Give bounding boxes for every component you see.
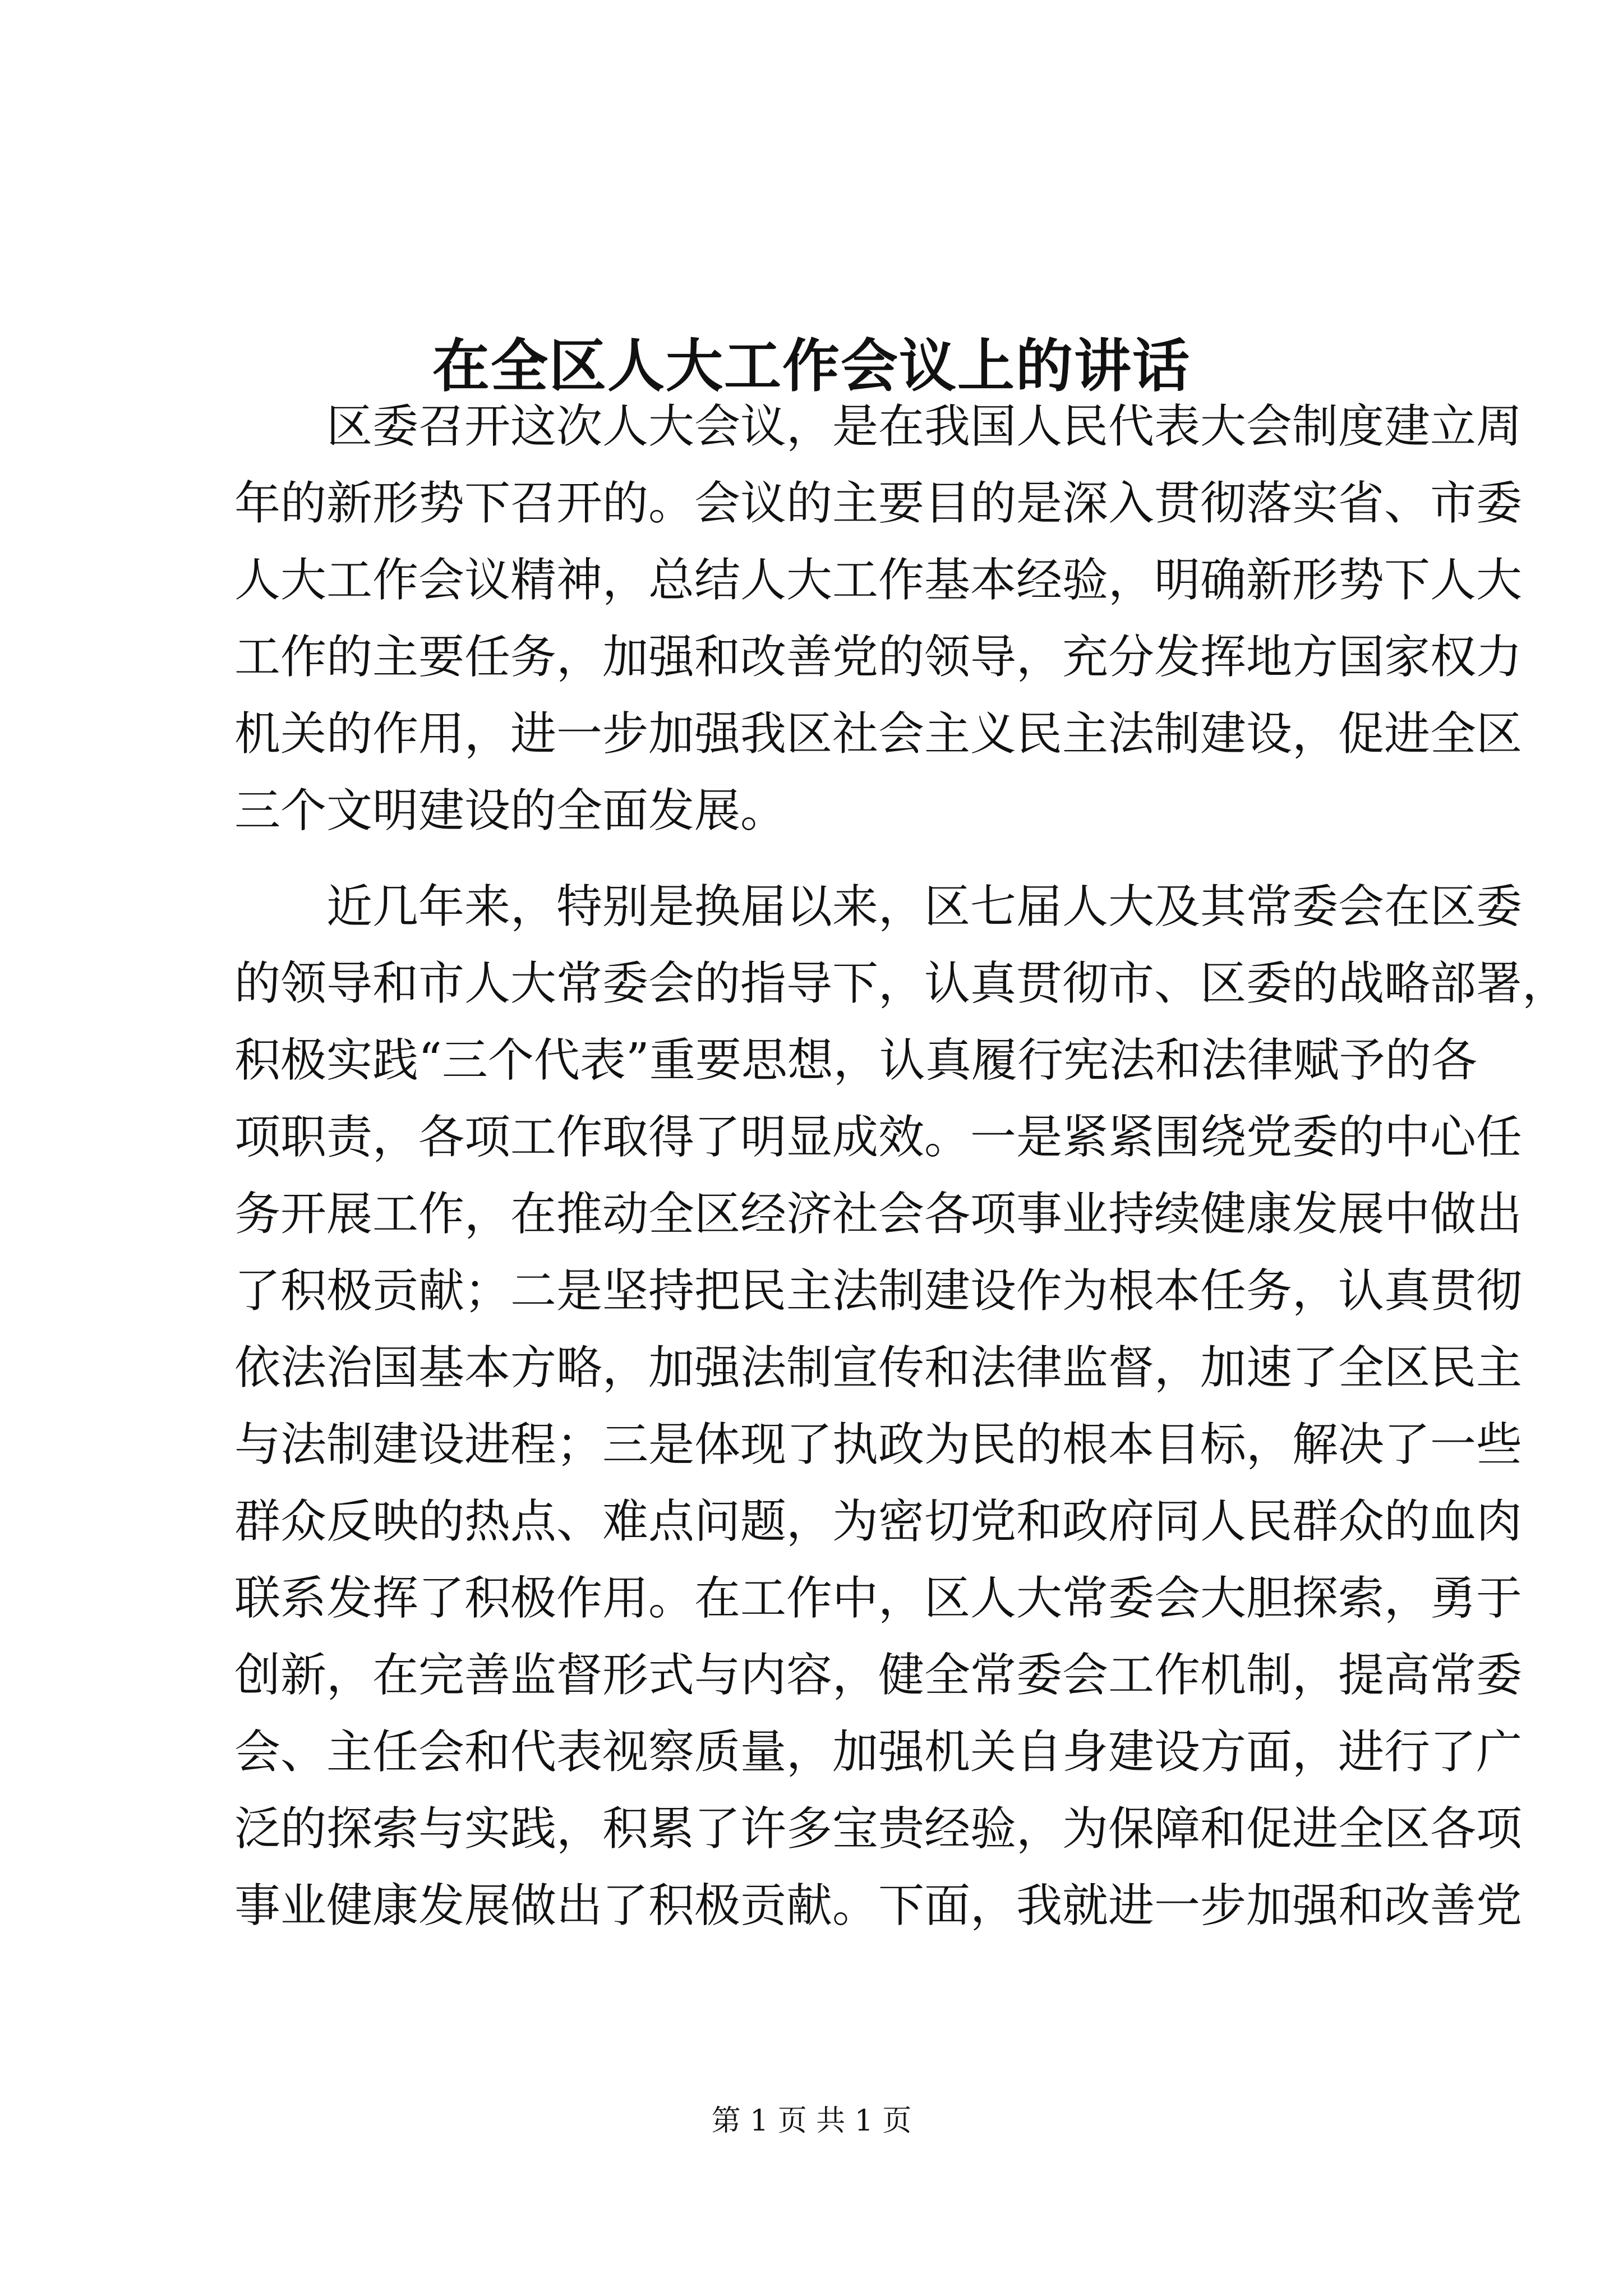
paragraph-line: 与法制建设进程；三是体现了执政为民的根本目标，解决了一些 bbox=[234, 1418, 1523, 1471]
paragraph-line: 事业健康发展做出了积极贡献。下面，我就进一步加强和改善党 bbox=[234, 1879, 1523, 1932]
paragraph-line: 项职责，各项工作取得了明显成效。一是紧紧围绕党委的中心任 bbox=[234, 1111, 1523, 1164]
paragraph-line: 近几年来，特别是换届以来，区七届人大及其常委会在区委 bbox=[326, 880, 1523, 933]
paragraph-line: 务开展工作，在推动全区经济社会各项事业持续健康发展中做出 bbox=[234, 1188, 1523, 1241]
paragraph-line: 创新，在完善监督形式与内容，健全常委会工作机制，提高常委 bbox=[234, 1649, 1523, 1702]
paragraph-line: 区委召开这次人大会议，是在我国人民代表大会制度建立周 bbox=[326, 400, 1523, 453]
paragraph-line: 群众反映的热点、难点问题，为密切党和政府同人民群众的血肉 bbox=[234, 1495, 1523, 1548]
paragraph-2 bbox=[234, 868, 1569, 1944]
paragraph-line: 联系发挥了积极作用。在工作中，区人大常委会大胆探索，勇于 bbox=[234, 1572, 1523, 1625]
paragraph-line: 泛的探索与实践，积累了许多宝贵经验，为保障和促进全区各项 bbox=[234, 1802, 1523, 1856]
page-footer: 第 1 页 共 1 页 bbox=[711, 2104, 912, 2138]
paragraph-line: 年的新形势下召开的。会议的主要目的是深入贯彻落实省、市委 bbox=[234, 477, 1523, 530]
paragraph-line: 会、主任会和代表视察质量，加强机关自身建设方面，进行了广 bbox=[234, 1726, 1523, 1779]
paragraph-line: 机关的作用，进一步加强我区社会主义民主法制建设，促进全区 bbox=[234, 707, 1523, 761]
paragraph-1 bbox=[234, 388, 1523, 849]
paragraph-line: 积极实践“三个代表”重要思想，认真履行宪法和法律赋予的各 bbox=[234, 1034, 1477, 1087]
paragraph-line: 三个文明建设的全面发展。 bbox=[234, 784, 787, 838]
paragraph-line: 依法治国基本方略，加强法制宣传和法律监督，加速了全区民主 bbox=[234, 1341, 1523, 1395]
document-title: 在全区人大工作会议上的讲话 bbox=[432, 333, 1191, 401]
paragraph-line: 的领导和市人大常委会的指导下，认真贯彻市、区委的战略部署， bbox=[234, 957, 1569, 1010]
paragraph-line: 人大工作会议精神，总结人大工作基本经验，明确新形势下人大 bbox=[234, 554, 1523, 607]
paragraph-line: 工作的主要任务，加强和改善党的领导，充分发挥地方国家权力 bbox=[234, 631, 1523, 684]
paragraph-line: 了积极贡献；二是坚持把民主法制建设作为根本任务，认真贯彻 bbox=[234, 1264, 1523, 1318]
